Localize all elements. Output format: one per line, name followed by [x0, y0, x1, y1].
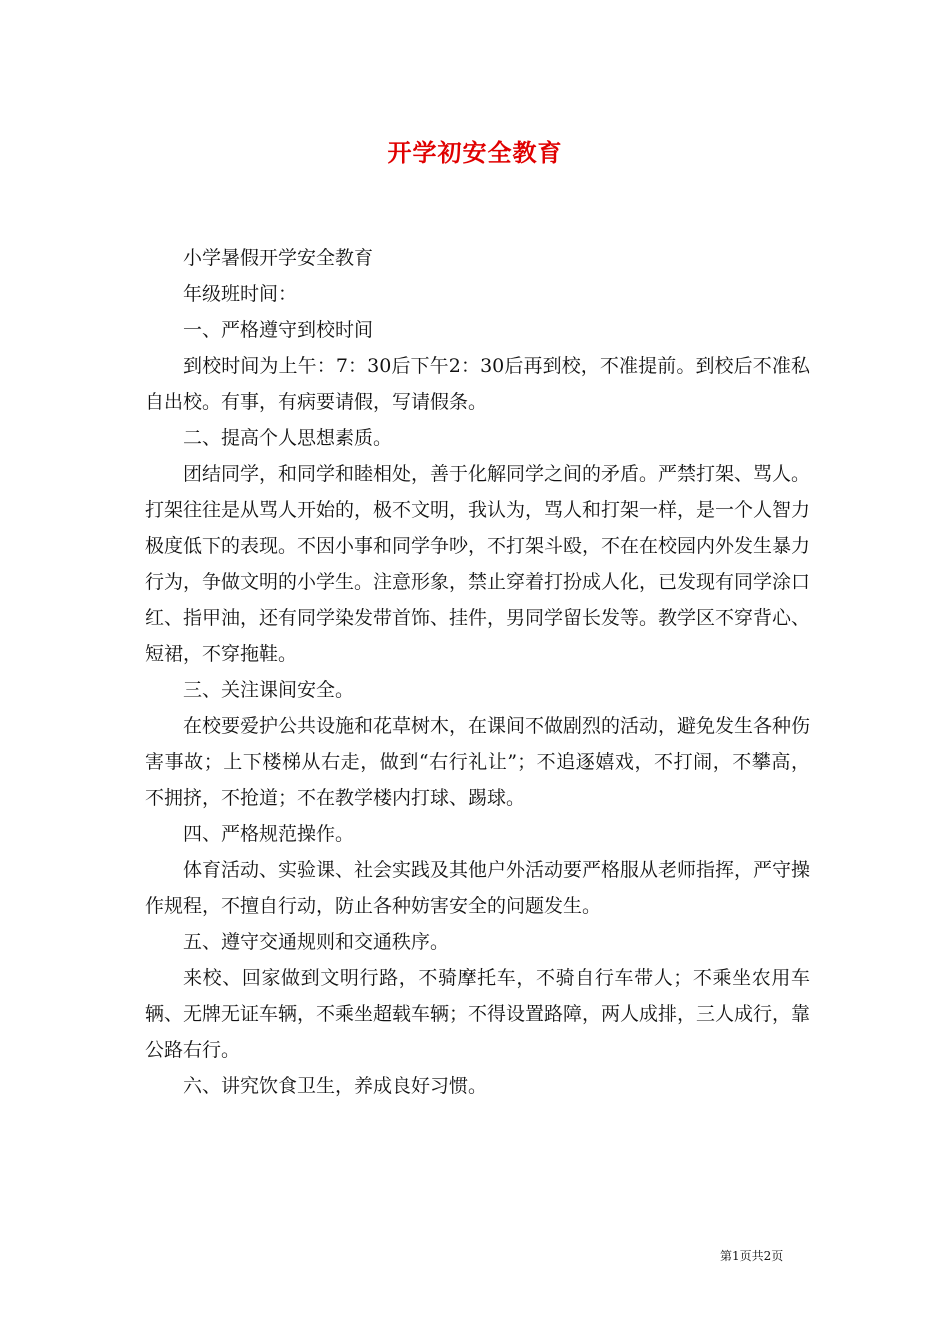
paragraph-class-time: 年级班时间：	[183, 283, 298, 305]
section-heading-6: 六、讲究饮食卫生，养成良好习惯。	[183, 1075, 488, 1097]
section-heading-2: 二、提高个人思想素质。	[183, 427, 393, 449]
paragraph: 在校要爱护公共设施和花草树木，在课间不做剧烈的活动，避免发生各种伤害事故；上下楼梯从右走，做到“右行礼让”；不追逐嬉戏，不打闹，不攀高，不拥挤，不抢道；不在教学楼内打球、踢球。	[145, 715, 811, 809]
section-heading-1: 一、严格遵守到校时间	[183, 319, 374, 341]
paragraph: 来校、回家做到文明行路，不骑摩托车，不骑自行车带人；不乘坐农用车辆、无牌无证车辆，不乘坐超载车辆；不得设置路障，两人成排，三人成行，靠公路右行。	[145, 967, 811, 1061]
document-body	[145, 240, 810, 1104]
paragraph: 团结同学，和同学和睦相处，善于化解同学之间的矛盾。严禁打架、骂人。打架往往是从骂人开始的，极不文明，我认为，骂人和打架一样，是一个人智力极度低下的表现。不因小事和同学争吵，不打架斗殴，不在在校园内外发生暴力行为，争做文明的小学生。注意形象，禁止穿着打扮成人化，已发现有同学涂口红、指甲油，还有同学染发带首饰、挂件，男同学留长发等。教学区不穿背心、短裙，不穿拖鞋。	[145, 463, 811, 665]
page-title: 开学初安全教育	[387, 138, 563, 167]
section-heading-4: 四、严格规范操作。	[183, 823, 355, 845]
paragraph: 体育活动、实验课、社会实践及其他户外活动要严格服从老师指挥，严守操作规程，不擅自行动，防止各种妨害安全的问题发生。	[145, 859, 811, 917]
section-heading-5: 五、遵守交通规则和交通秩序。	[183, 931, 450, 953]
section-heading-3: 三、关注课间安全。	[183, 679, 355, 701]
page-number: 第1页共2页	[720, 1249, 784, 1263]
paragraph-subtitle: 小学暑假开学安全教育	[183, 247, 374, 269]
paragraph: 到校时间为上午：7：30后下午2：30后再到校，不准提前。到校后不准私自出校。有事，有病要请假，写请假条。	[145, 355, 810, 413]
